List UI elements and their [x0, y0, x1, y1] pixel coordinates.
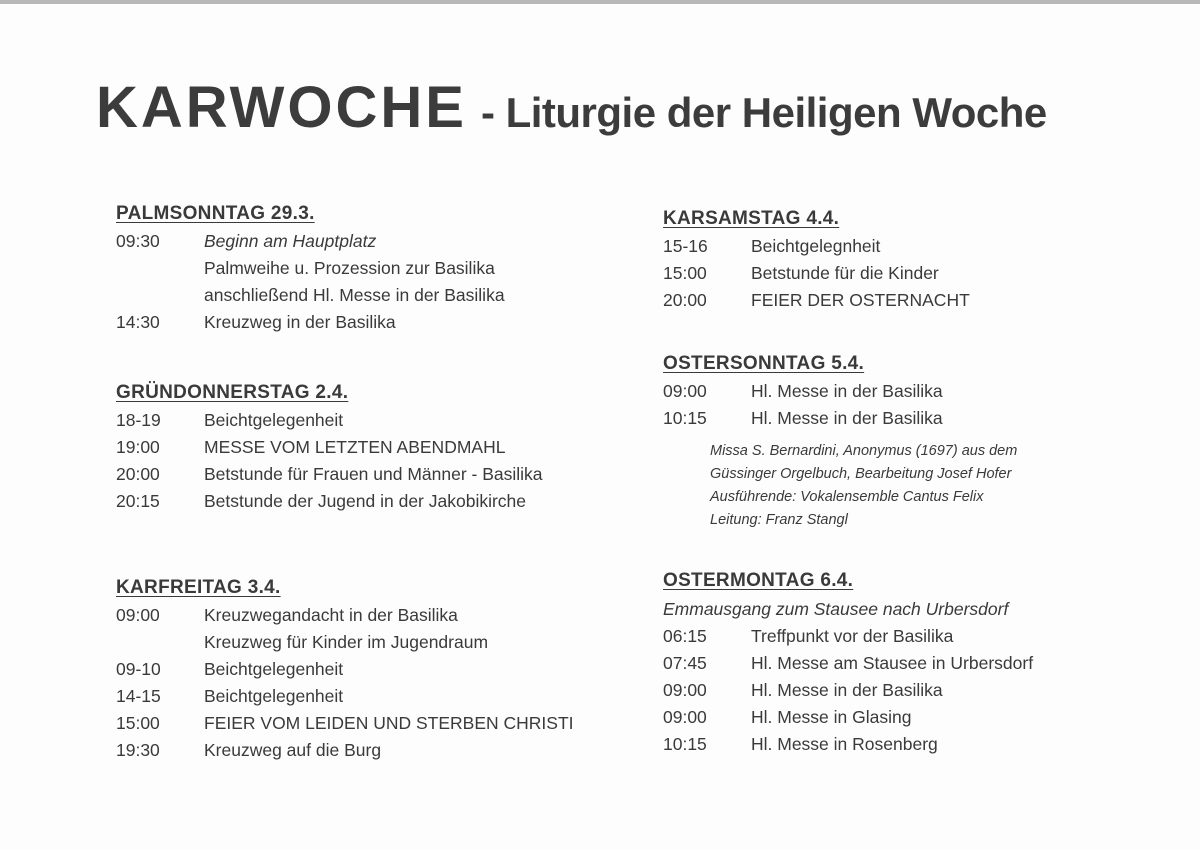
row-text: Hl. Messe in der Basilika: [751, 408, 943, 428]
note-line: Ausführende: Vokalensemble Cantus Felix: [710, 489, 984, 505]
row-text: Hl. Messe am Stausee in Urbersdorf: [751, 653, 1034, 673]
note-line: Leitung: Franz Stangl: [710, 512, 848, 528]
day-heading: OSTERSONNTAG 5.4.: [663, 353, 865, 374]
row-text: Kreuzweg in der Basilika: [204, 312, 396, 332]
row-time: 19:00: [116, 437, 160, 457]
day-heading: OSTERMONTAG 6.4.: [663, 570, 854, 591]
row-text: MESSE VOM LETZTEN ABENDMAHL: [204, 437, 506, 457]
schedule-row: [116, 602, 636, 629]
row-text: Kreuzweg für Kinder im Jugendraum: [204, 632, 489, 652]
row-time: 10:15: [663, 734, 707, 754]
schedule-row: [116, 228, 636, 255]
schedule-row: [663, 731, 1183, 758]
row-time: 20:00: [663, 290, 707, 310]
row-time: 07:45: [663, 653, 707, 673]
day-subtitle: Emmausgang zum Stausee nach Urbersdorf: [663, 599, 1009, 619]
schedule-row: [116, 282, 636, 309]
row-time: 09:30: [116, 231, 160, 251]
day-section: [116, 200, 636, 336]
schedule-row: [116, 461, 636, 488]
schedule-row: [116, 656, 636, 683]
row-time: 20:00: [116, 464, 160, 484]
row-text: FEIER VOM LEIDEN UND STERBEN CHRISTI: [204, 713, 574, 733]
row-text: Betstunde für die Kinder: [751, 263, 939, 283]
row-text: Palmweihe u. Prozession zur Basilika: [204, 258, 495, 278]
schedule-row: [116, 710, 636, 737]
schedule-row: [116, 407, 636, 434]
row-text: Hl. Messe in Glasing: [751, 707, 912, 727]
note-line: Güssinger Orgelbuch, Bearbeitung Josef Hofer: [710, 466, 1012, 482]
music-notes: [710, 440, 1183, 532]
title-main: KARWOCHE: [96, 75, 467, 140]
schedule-row: [663, 650, 1183, 677]
row-text: Beichtgelegenheit: [204, 410, 344, 430]
row-text: Beichtgelegenheit: [204, 659, 344, 679]
day-heading: KARSAMSTAG 4.4.: [663, 208, 840, 229]
row-text: FEIER DER OSTERNACHT: [751, 290, 970, 310]
row-time: 15-16: [663, 236, 708, 256]
day-heading: KARFREITAG 3.4.: [116, 577, 281, 598]
scan-edge: [0, 0, 1200, 4]
title-subtitle: - Liturgie der Heiligen Woche: [480, 89, 1047, 136]
row-time: 09:00: [663, 707, 707, 727]
row-time: 09:00: [663, 680, 707, 700]
day-heading: GRÜNDONNERSTAG 2.4.: [116, 382, 349, 403]
row-text: Beichtgelegenheit: [204, 686, 344, 706]
schedule-row: [116, 737, 636, 764]
schedule-row: [663, 623, 1183, 650]
row-time: 09:00: [663, 381, 707, 401]
row-time: 15:00: [663, 263, 707, 283]
schedule-row: [663, 677, 1183, 704]
schedule-row: [663, 287, 1183, 314]
row-time: 20:15: [116, 491, 160, 511]
row-text: Betstunde der Jugend in der Jakobikirche: [204, 491, 527, 511]
row-text: Hl. Messe in Rosenberg: [751, 734, 938, 754]
schedule-row: [663, 405, 1183, 432]
schedule-row: [116, 488, 636, 515]
row-time: 15:00: [116, 713, 160, 733]
row-text: Hl. Messe in der Basilika: [751, 381, 943, 401]
day-heading: PALMSONNTAG 29.3.: [116, 203, 315, 224]
schedule-row: [116, 629, 636, 656]
day-section: [663, 567, 1183, 758]
row-text: Betstunde für Frauen und Männer - Basilika: [204, 464, 543, 484]
schedule-row: [116, 434, 636, 461]
row-time: 14-15: [116, 686, 161, 706]
schedule-row: [116, 309, 636, 336]
row-text: Treffpunkt vor der Basilika: [751, 626, 954, 646]
day-section: [116, 574, 636, 764]
schedule-row: [116, 255, 636, 282]
row-time: 09-10: [116, 659, 161, 679]
schedule-row: [663, 233, 1183, 260]
day-section: [663, 205, 1183, 314]
row-text: Kreuzwegandacht in der Basilika: [204, 605, 458, 625]
row-time: 06:15: [663, 626, 707, 646]
row-time: 10:15: [663, 408, 707, 428]
row-text: Beichtgelegnheit: [751, 236, 881, 256]
row-time: 19:30: [116, 740, 160, 760]
schedule-row: [663, 260, 1183, 287]
day-section: [663, 350, 1183, 532]
row-time: 14:30: [116, 312, 160, 332]
row-text: anschließend Hl. Messe in der Basilika: [204, 285, 505, 305]
schedule-row: [116, 683, 636, 710]
row-text: Beginn am Hauptplatz: [204, 231, 377, 251]
row-time: 09:00: [116, 605, 160, 625]
row-text: Hl. Messe in der Basilika: [751, 680, 943, 700]
day-section: [116, 379, 636, 515]
row-time: 18-19: [116, 410, 161, 430]
schedule-row: [663, 378, 1183, 405]
schedule-row: [663, 704, 1183, 731]
row-text: Kreuzweg auf die Burg: [204, 740, 382, 760]
page-title: [96, 74, 1047, 141]
note-line: Missa S. Bernardini, Anonymus (1697) aus dem: [710, 443, 1018, 459]
